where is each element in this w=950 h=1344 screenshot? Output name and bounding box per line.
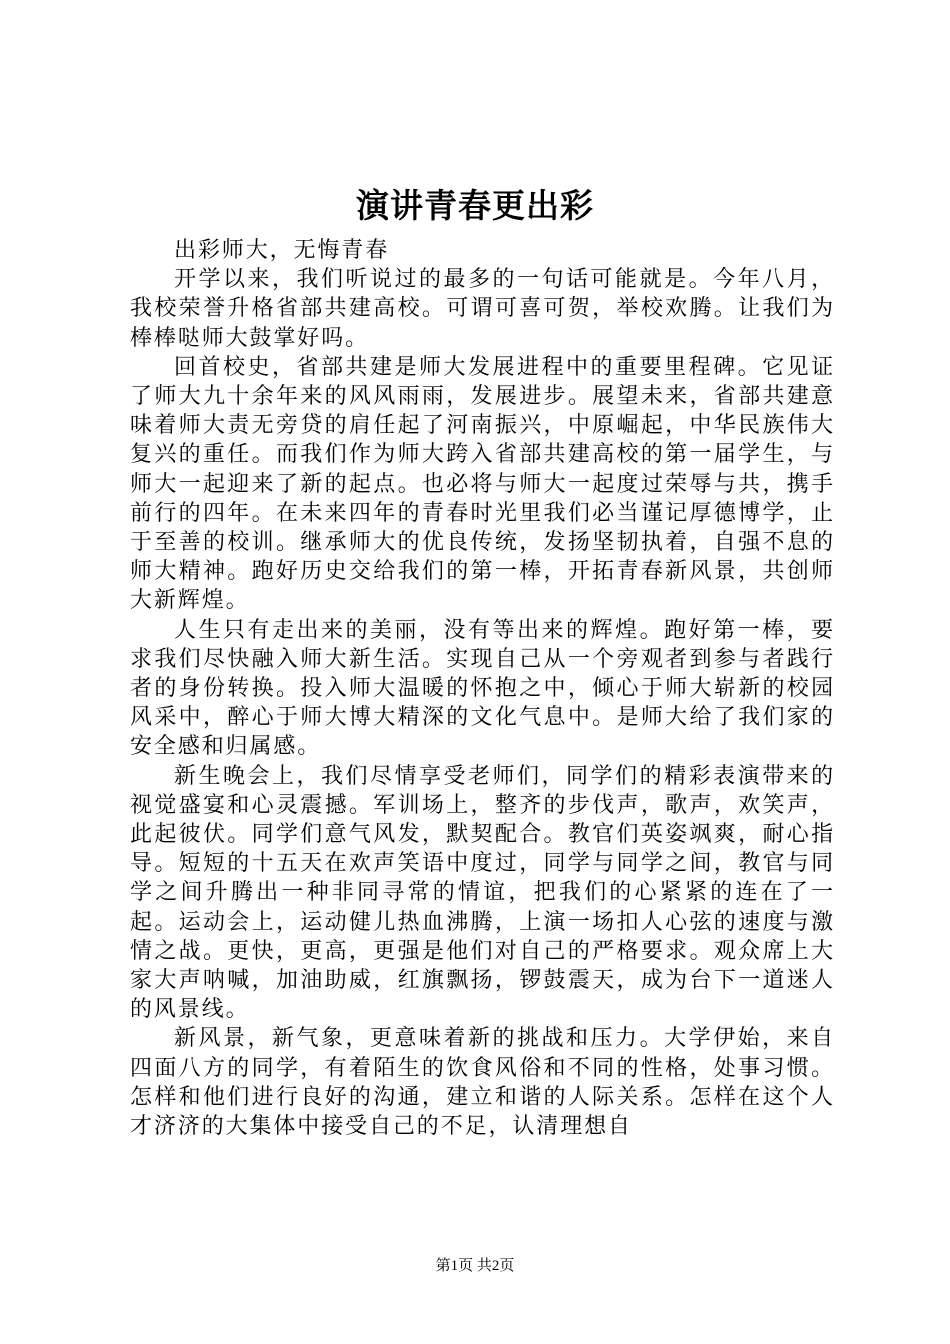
paragraph: 新生晚会上，我们尽情享受老师们，同学们的精彩表演带来的视觉盛宴和心灵震撼。军训场上，整齐的步伐声，歌声，欢笑声，此起彼伏。同学们意气风发，默契配合。教官们英姿飒爽，耐心指导。短短的十五天在欢声笑语中度过，同学与同学之间，教官与同学之间升腾出一种非同寻常的情谊，把我们的心紧紧的连在了一起。运动会上，运动健儿热血沸腾，上演一场扣人心弦的速度与激情之战。更快，更高，更强是他们对自己的严格要求。观众席上大家大声呐喊，加油助威，红旗飘扬，锣鼓震天，成为台下一道迷人的风景线。 (130, 763, 835, 1023)
paragraph: 人生只有走出来的美丽，没有等出来的辉煌。跑好第一棒，要求我们尽快融入师大新生活。实现自己从一个旁观者到参与者践行者的身份转换。投入师大温暖的怀抱之中，倾心于师大崭新的校园风采中，醉心于师大博大精深的文化气息中。是师大给了我们家的安全感和归属感。 (130, 617, 835, 760)
paragraph: 开学以来，我们听说过的最多的一句话可能就是。今年八月，我校荣誉升格省部共建高校。可谓可喜可贺，举校欢腾。让我们为棒棒哒师大鼓掌好吗。 (130, 267, 835, 351)
page-footer: 第1页 共2页 (435, 1258, 515, 1274)
paragraph: 新风景，新气象，更意味着新的挑战和压力。大学伊始，来自四面八方的同学，有着陌生的饮食风俗和不同的性格，处事习惯。怎样和他们进行良好的沟通，建立和谐的人际关系。怎样在这个人才济济的大集体中接受自己的不足，认清理想自 (130, 1026, 835, 1140)
document-title: 演讲青春更出彩 (356, 186, 594, 225)
document-body (130, 236, 835, 1141)
paragraph: 出彩师大，无悔青春 (174, 238, 390, 263)
paragraph: 回首校史，省部共建是师大发展进程中的重要里程碑。它见证了师大九十余年来的风风雨雨，发展进步。展望未来，省部共建意味着师大责无旁贷的肩任起了河南振兴，中原崛起，中华民族伟大复兴的重任。而我们作为师大跨入省部共建高校的第一届学生，与师大一起迎来了新的起点。也必将与师大一起度过荣辱与共，携手前行的四年。在未来四年的青春时光里我们必当谨记厚德博学，止于至善的校训。继承师大的优良传统，发扬坚韧执着，自强不息的师大精神。跑好历史交给我们的第一棒，开拓青春新风景，共创师大新辉煌。 (130, 354, 835, 614)
